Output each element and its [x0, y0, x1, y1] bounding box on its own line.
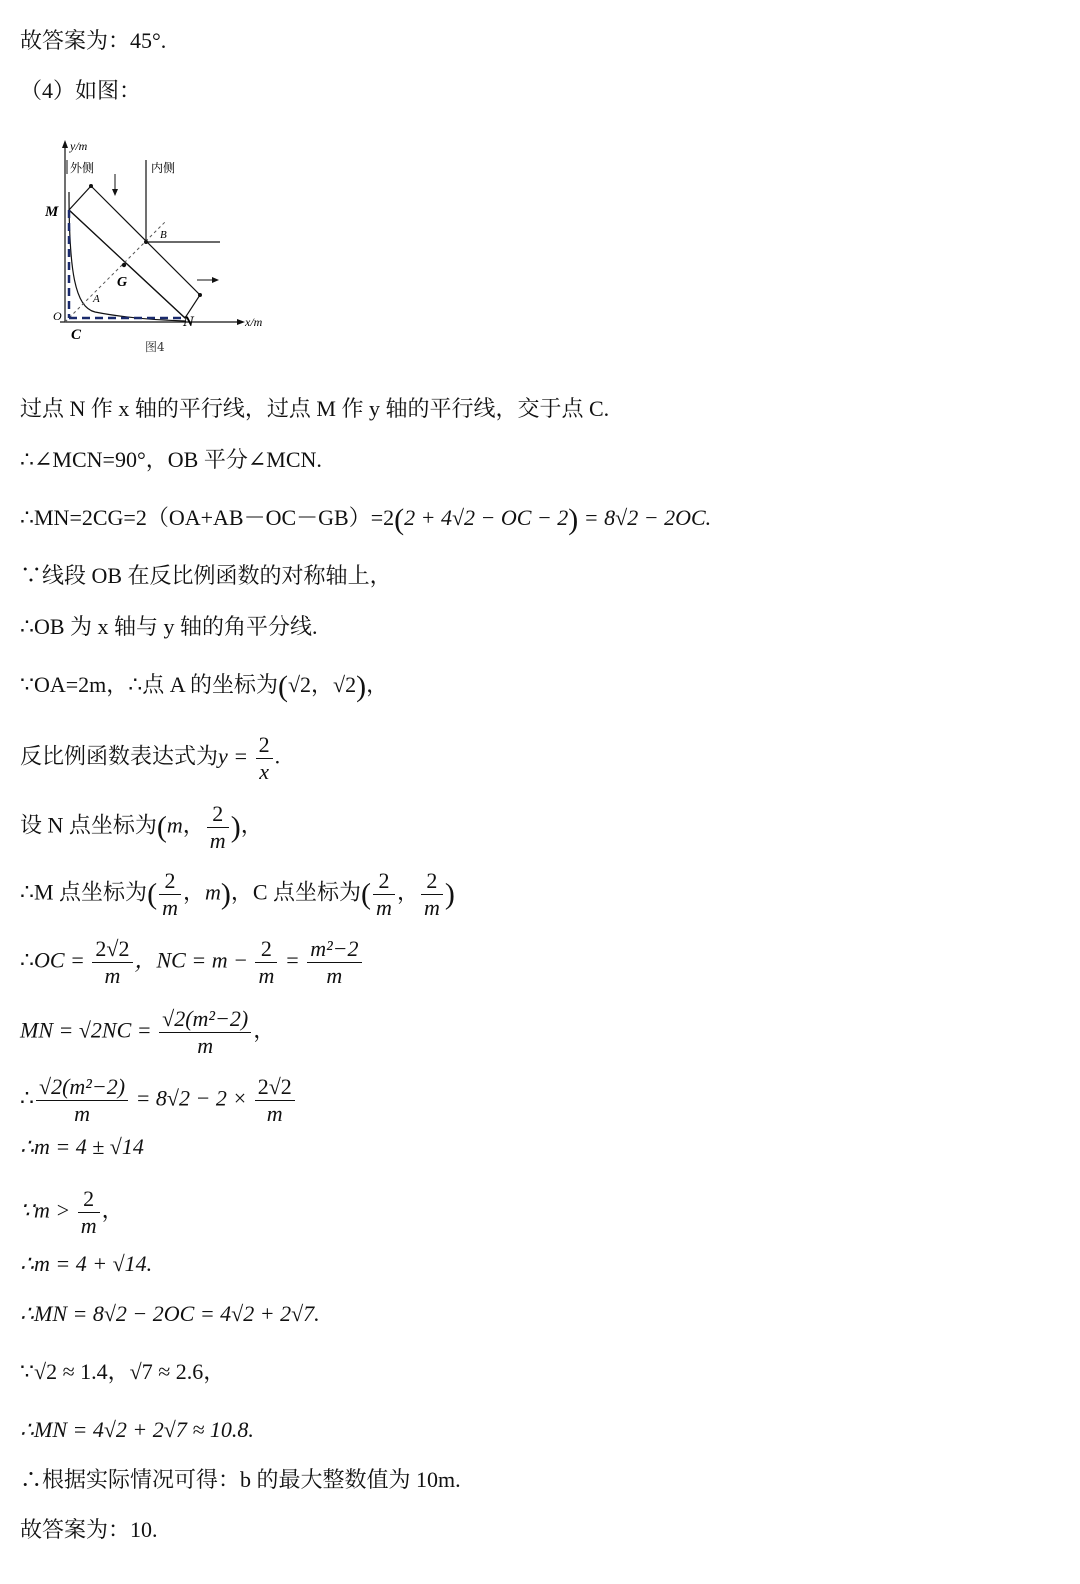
approx-values-line: ∵√2 ≈ 1.4，√7 ≈ 2.6，	[20, 1359, 226, 1384]
y-axis-label: y/m	[70, 139, 88, 153]
outer-side-label: 外侧	[70, 161, 95, 175]
mn-expr-part2: 2 + 4√2 − OC − 2	[404, 505, 569, 530]
bisector-OB	[65, 222, 165, 322]
part-4-heading: （4）如图：	[20, 78, 142, 103]
label-M: M	[45, 204, 59, 220]
point-B	[144, 240, 148, 244]
x-axis-arrow	[237, 319, 245, 325]
mn-sqrt2-nc-line: MN = √2NC = $\frac{\text{√2(m²−2)}}{m}$ ，	[20, 1006, 276, 1058]
y-axis-arrow	[62, 140, 68, 148]
symmetry-axis-line: ∵线段 OB 在反比例函数的对称轴上，	[20, 563, 392, 588]
point-n-coords-line: 设 N 点坐标为(m， $\frac{2}{m}$ )，	[20, 801, 263, 853]
right-arrow-icon	[212, 277, 219, 283]
label-N: N	[183, 314, 194, 330]
segment-MN	[69, 210, 185, 318]
m-condition-line: ∵m > $\frac{2}{m}$ ，	[20, 1186, 124, 1238]
label-B: B	[160, 229, 167, 241]
mn-approx-line: ∴MN = 4√2 + 2√7 ≈ 10.8.	[20, 1417, 254, 1442]
label-O: O	[53, 309, 62, 323]
label-A: A	[93, 293, 100, 305]
down-arrow-icon	[112, 189, 118, 196]
conclusion-line: ∴根据实际情况可得：b 的最大整数值为 10m.	[20, 1467, 461, 1492]
figure-caption: 图4	[145, 340, 165, 354]
construction-line: 过点 N 作 x 轴的平行线，过点 M 作 y 轴的平行线，交于点 C.	[20, 396, 610, 421]
inner-side-label: 内侧	[151, 161, 176, 175]
label-C: C	[71, 327, 82, 343]
point-G	[122, 263, 126, 267]
mn-expr-part3: = 8√2 − 2OC.	[578, 505, 712, 530]
m-solutions-line: ∴m = 4 ± √14	[20, 1134, 144, 1159]
oc-nc-line: ∴OC = $\frac{2√2}{m}$ ，NC = m − $\frac{2}{m}$ = $\frac{\text{m²−2}}{m}$	[20, 938, 364, 987]
equation-line: ∴ $\frac{\text{√2(m²−2)}}{m}$ = 8√2 − 2 × $\frac{2√2}{m}$	[20, 1076, 297, 1125]
answer-line-45: 故答案为：45°.	[20, 28, 167, 53]
angle-mcn-line: ∴∠MCN=90°，OB 平分∠MCN.	[20, 447, 322, 472]
inverse-function-line: 反比例函数表达式为y = $\frac{2}{x}$ .	[20, 732, 281, 784]
x-axis-label: x/m	[245, 315, 263, 329]
point-m-c-coords-line: ∴M 点坐标为( $\frac{2}{m}$ ，m)，C 点坐标为( $\frac{2}{m}$ ， $\frac{2}{m}$ )	[20, 868, 455, 920]
figure-4-diagram	[45, 132, 285, 362]
final-answer-line: 故答案为：10.	[20, 1517, 158, 1542]
mn-value-line: ∴MN = 8√2 − 2OC = 4√2 + 2√7.	[20, 1301, 320, 1326]
point-a-coords-line: ∵OA=2m，∴点 A 的坐标为(√2，√2)，	[20, 669, 389, 703]
bisector-line: ∴OB 为 x 轴与 y 轴的角平分线.	[20, 614, 318, 639]
mn-expression-line: ∴MN=2CG=2（OA+AB－OC－GB）=2(2 + 4√2 − OC − 2) = 8√2 − 2OC.	[20, 502, 712, 536]
frac-2-over-x: $\frac{2}{x}$	[256, 734, 273, 783]
m-value-line: ∴m = 4 + √14.	[20, 1251, 153, 1276]
label-G: G	[117, 275, 128, 290]
mn-expr-part1: ∴MN=2CG=2（OA+AB－OC－GB）=2	[20, 505, 395, 530]
